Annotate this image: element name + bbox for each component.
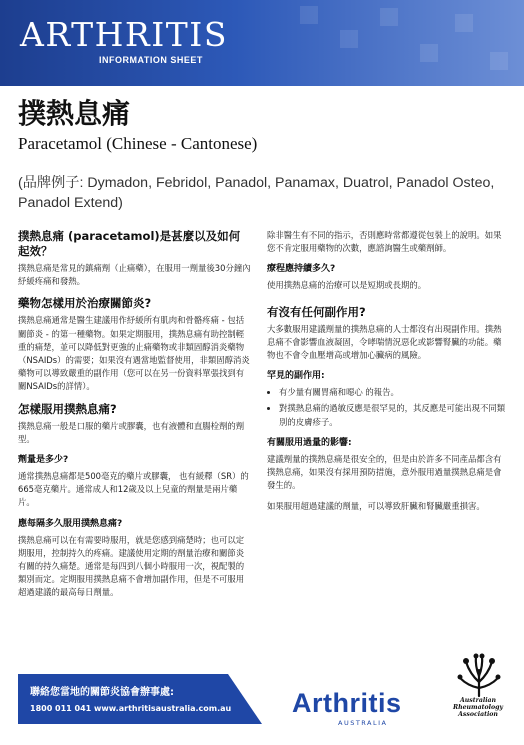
section-text-dose: 通常撲熱息痛都是500毫克的藥片或膠囊， 也有緩釋（SR）的665毫克藥片。通常成人和12歲及以上兒童的劑量是兩片藥片。 xyxy=(18,471,249,508)
brand-title: ARTHRITIS xyxy=(20,15,228,54)
section-text-overdose: 建議劑量的撲熱息痛是很安全的，但是由於許多不同產品都含有撲熱息痛，如果沒有採用預防措施，意外服用過量撲熱息痛是會發生的。 xyxy=(267,453,502,491)
section-heading-dose: 劑量是多少? xyxy=(18,455,69,466)
section-text-duration: 使用撲熱息痛的治療可以是短期或長期的。 xyxy=(267,280,427,291)
brand-subtitle: INFORMATION SHEET xyxy=(99,55,203,65)
document-subtitle: Paracetamol (Chinese - Cantonese) xyxy=(18,134,258,153)
banner-decoration xyxy=(300,6,318,24)
list-item: • 對撲熱息痛的過敏反應是很罕見的，其反應是可能出現不同類別的皮膚疹子。 xyxy=(279,402,507,428)
section-text-how-to-take: 撲熱息痛一般是口服的藥片或膠囊，也有液體和直腸栓劑的劑型。 xyxy=(18,420,245,444)
right-column xyxy=(267,229,507,522)
section-heading-overdose: 有關服用過量的影響: xyxy=(267,437,352,448)
section-text-side-effects: 大多數服用建議劑量的撲熱息痛的人士都沒有出現副作用。撲熱息痛不會影響血液凝固，令哮喘情況惡化或影響腎臟的功能。藥物也不會令血壓增高或增加心臟病的風險。 xyxy=(267,323,502,361)
section-heading-side-effects: 有沒有任何副作用? xyxy=(267,304,366,319)
logo-text-line: Association xyxy=(458,711,498,719)
section-text-arthritis-use: 撲熱息痛通常是醫生建議用作紓緩所有肌肉和骨骼疼痛 - 包括關節炎 - 的第一種藥物。如果定期服用，撲熱息痛有助控制輕重的痛楚，並可以降低對更強的止痛藥物或非類固醇消炎藥物（NSAIDs）的需要；如果沒有遇當地監督使用，非類固醇消炎藥物可以導致嚴重的副作用（您可以在另一份資料單張找到有關NSAIDs的詳情）。 xyxy=(18,315,250,392)
list-item: • 有少量有關胃痛和噁心 的報告。 xyxy=(279,386,507,399)
rheumatology-association-logo-text xyxy=(446,697,510,719)
left-column xyxy=(18,229,251,608)
section-heading-frequency: 應每隔多久服用撲熱息痛? xyxy=(18,518,123,529)
banner-decoration xyxy=(380,8,398,26)
banner-decoration xyxy=(490,52,508,70)
section-heading-what-is: 撲熱息痛 (paracetamol)是甚麼以及如何起效？ xyxy=(18,229,241,258)
rare-side-effects-list xyxy=(267,386,507,429)
section-text-instructions: 除非醫生有不同的指示，否則應時常都遵從包裝上的說明。如果您不肯定服用藥物的次數，應諮詢醫生或藥劑師。 xyxy=(267,230,502,254)
logo-text-line: Australian xyxy=(459,697,497,704)
banner-decoration xyxy=(340,30,358,48)
section-heading-arthritis-use: 藥物怎樣用於治療關節炎? xyxy=(18,296,152,311)
banner-decoration xyxy=(420,44,438,62)
section-heading-how-to-take: 怎樣服用撲熱息痛? xyxy=(18,401,117,416)
contact-box-corner xyxy=(228,674,262,724)
logo-text-line: Rheumatology xyxy=(452,704,504,712)
rheumatology-association-logo xyxy=(448,652,510,738)
arthritis-australia-logo-subtext: AUSTRALIA xyxy=(338,719,388,727)
contact-heading: 聯絡您當地的關節炎協會辦事處: xyxy=(30,687,174,698)
section-text-overdose-warning: 如果服用超過建議的劑量，可以導致肝臟和腎臟嚴重損害。 xyxy=(267,501,485,512)
contact-box xyxy=(18,674,262,724)
banner-decoration xyxy=(455,14,473,32)
header-banner xyxy=(0,0,524,86)
section-text-frequency: 撲熱息痛可以在有需要時服用，就是您感到痛楚時；也可以定期服用，控制持久的疼痛。建議使用定期的劑量治療和關節炎有關的持久痛楚。通常是每四到八個小時服用一次，視配製的類別而定。定期服用撲熱息痛不會增加副作用，但是不可服用超過建議的最高每日劑量。 xyxy=(18,534,245,598)
arthritis-australia-logo: Arthritis xyxy=(292,688,402,718)
document-title: 撲熱息痛 xyxy=(18,97,131,130)
brand-examples: (品牌例子: Dymadon, Febridol, Panadol, Panamax, Duatrol, Panadol Osteo, Panadol Extend) xyxy=(18,175,495,211)
contact-details[interactable]: 1800 011 041 www.arthritisaustralia.com.au xyxy=(30,704,232,713)
section-heading-duration: 療程應持續多久? xyxy=(267,264,336,275)
section-heading-rare-side-effects: 罕見的副作用: xyxy=(267,371,325,382)
section-text-what-is: 撲熱息痛是常見的鎮痛劑（止痛藥），在服用一劑量後30分鐘內紓緩疼痛和發熱。 xyxy=(18,263,251,287)
